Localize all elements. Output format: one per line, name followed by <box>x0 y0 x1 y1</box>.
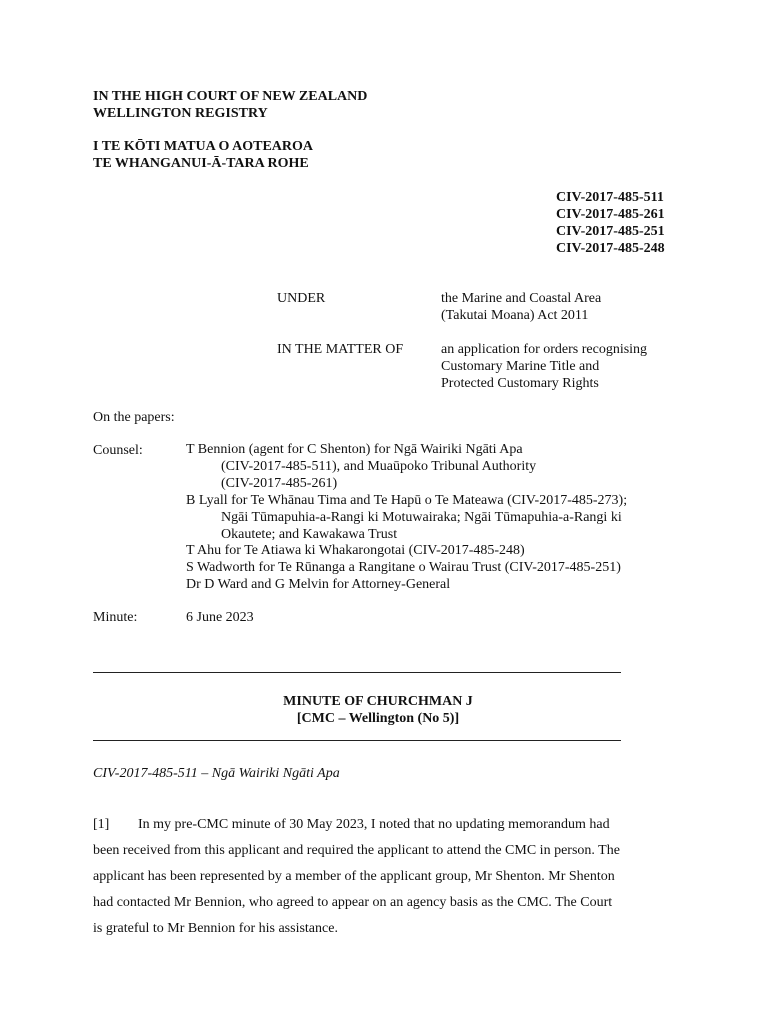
minute-title <box>93 693 663 727</box>
paragraph-first-line <box>93 812 681 838</box>
case-number: CIV-2017-485-511 <box>556 190 664 205</box>
section-heading: CIV-2017-485-511 – Ngā Wairiki Ngāti Apa <box>93 766 340 781</box>
paragraph-line: had contacted Mr Bennion, who agreed to appear on an agency basis as the CMC. The Court <box>93 895 613 910</box>
maori-court-name-block <box>93 138 313 172</box>
counsel-line: T Ahu for Te Atiawa ki Whakarongotai (CIV-2017-485-248) <box>186 543 525 559</box>
counsel-line: (CIV-2017-485-511), and Muaūpoko Tribunal Authority <box>221 458 537 474</box>
minute-title-line: MINUTE OF CHURCHMAN J <box>283 694 473 709</box>
counsel-line: B Lyall for Te Whānau Tima and Te Hapū o Te Mateawa (CIV-2017-485-273); <box>186 492 628 508</box>
counsel-line: (CIV-2017-485-261) <box>221 475 338 491</box>
matter-value-line: an application for orders recognising <box>441 342 648 357</box>
registry-name: WELLINGTON REGISTRY <box>93 106 268 121</box>
case-numbers <box>556 189 665 257</box>
minute-date: 6 June 2023 <box>186 610 254 625</box>
case-number: CIV-2017-485-261 <box>556 207 665 222</box>
matter-value-line: the Marine and Coastal Area <box>441 291 602 306</box>
minute-label: Minute: <box>93 610 138 625</box>
case-number: CIV-2017-485-248 <box>556 241 665 256</box>
paragraph-line: In my pre-CMC minute of 30 May 2023, I noted that no updating memorandum had <box>138 817 610 832</box>
matter-value-in-the-matter-of <box>441 341 647 392</box>
paragraph-number: [1] <box>93 817 110 832</box>
minute-subtitle-line: [CMC – Wellington (No 5)] <box>296 711 460 726</box>
horizontal-rule-top <box>93 672 621 673</box>
maori-registry-name: TE WHANGANUI-Ā-TARA ROHE <box>93 156 309 171</box>
paragraph-line: is grateful to Mr Bennion for his assistance. <box>93 921 338 936</box>
paragraph-1 <box>93 812 681 942</box>
paragraph-line: been received from this applicant and required the applicant to attend the CMC in person. The <box>93 843 620 858</box>
matter-value-line: Protected Customary Rights <box>441 376 599 391</box>
on-papers-note: On the papers: <box>93 410 175 425</box>
counsel-list <box>186 442 627 594</box>
matter-value-under <box>441 290 601 324</box>
counsel-line: T Bennion (agent for C Shenton) for Ngā Wairiki Ngāti Apa <box>186 442 523 457</box>
horizontal-rule-bottom <box>93 740 621 741</box>
matter-value-line: Customary Marine Title and <box>441 359 600 374</box>
matter-label-under: UNDER <box>277 291 326 306</box>
counsel-line: Ngāi Tūmapuhia-a-Rangi ki Motuwairaka; Ngāi Tūmapuhia-a-Rangi ki <box>221 509 622 525</box>
court-name-block <box>93 88 367 122</box>
counsel-label: Counsel: <box>93 443 143 458</box>
court-name: IN THE HIGH COURT OF NEW ZEALAND <box>93 89 368 104</box>
matter-value-line: (Takutai Moana) Act 2011 <box>441 308 589 323</box>
paragraph-line: applicant has been represented by a member of the applicant group, Mr Shenton. Mr Shenton <box>93 869 615 884</box>
counsel-line: S Wadworth for Te Rūnanga a Rangitane o Wairau Trust (CIV-2017-485-251) <box>186 560 621 576</box>
maori-court-name: I TE KŌTI MATUA O AOTEAROA <box>93 139 314 154</box>
counsel-line: Dr D Ward and G Melvin for Attorney-General <box>186 577 451 593</box>
case-number: CIV-2017-485-251 <box>556 224 665 239</box>
matter-label-in-the-matter-of: IN THE MATTER OF <box>277 342 404 357</box>
counsel-line: Okautete; and Kawakawa Trust <box>221 526 398 542</box>
